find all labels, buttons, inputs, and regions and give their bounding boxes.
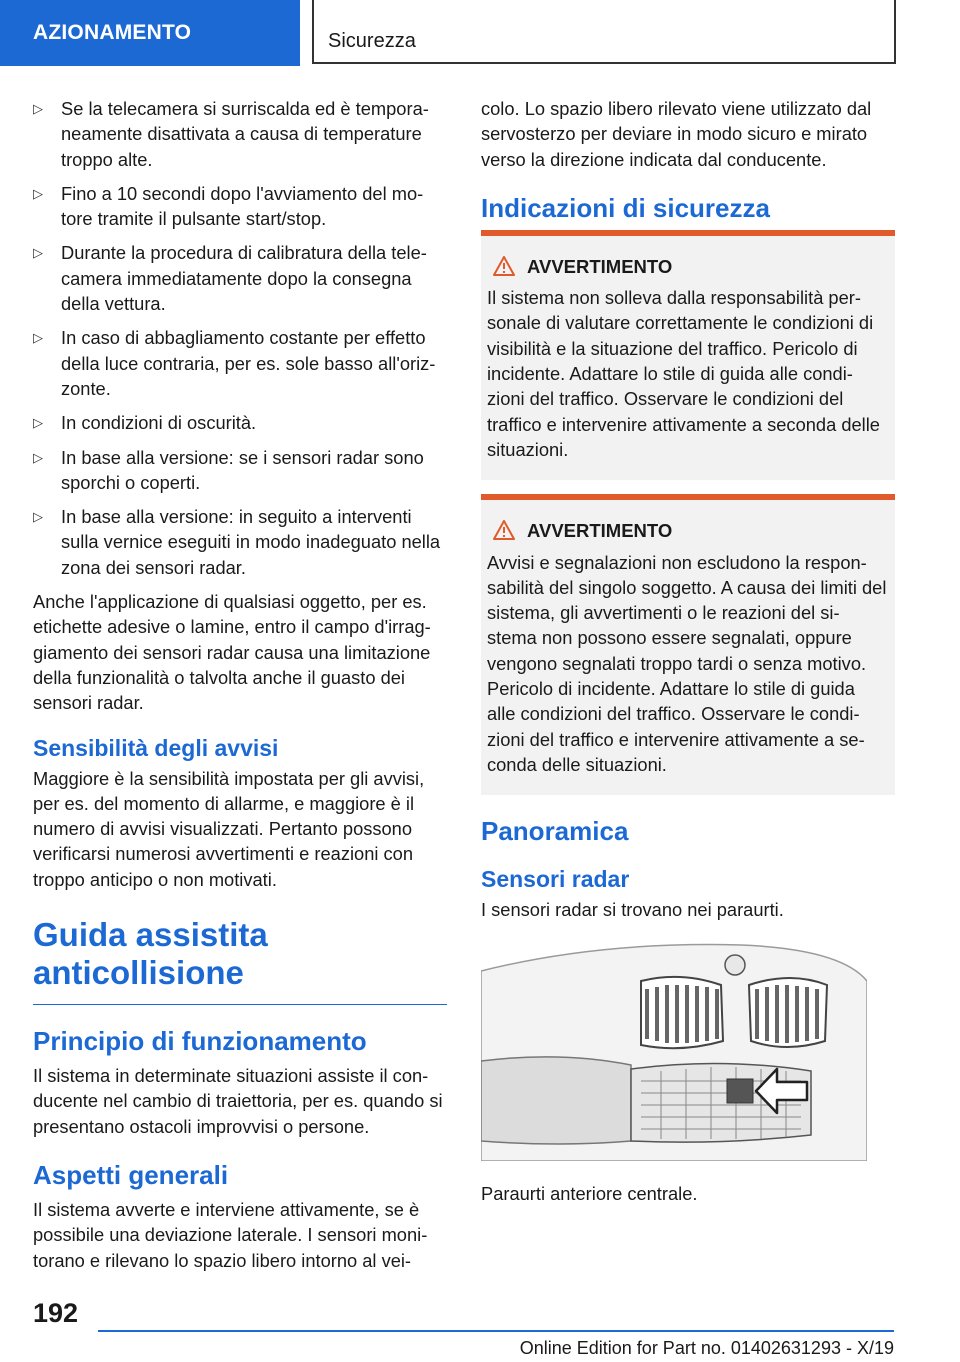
paragraph-continuation: colo. Lo spazio libero rilevato viene utilizzato dal servosterzo per deviare in modo sicuro e mirato verso la direzione indicata dal conducente. (481, 98, 872, 170)
figure-caption: Paraurti anteriore centrale. (481, 1182, 698, 1204)
footer-divider (98, 1330, 894, 1332)
triangle-bullet-icon: ▷ (33, 449, 43, 465)
heading-principio: Principio di funzionamento (33, 1026, 367, 1057)
paragraph-sensibilita: Maggiore è la sensibilità impostata per gli avvisi, per es. del momento di allarme, e maggiore è il numero di avvisi visualizzati. Pertanto possono verificarsi numerosi avvertimenti e reazioni con troppo anticipo o non motivati. (33, 767, 425, 890)
list-item: ▷ In condizioni di oscurità. (33, 410, 447, 435)
heading-indicazioni: Indicazioni di sicurezza (481, 192, 770, 223)
edition-text: Online Edition for Part no. 01402631293 - X/19 (519, 1338, 894, 1358)
paragraph-aspetti: Il sistema avverte e interviene attivamente, se è possibile una deviazione laterale. I sensori moni-torano e rilevano lo spazio libero intorno al vei- (33, 1198, 428, 1271)
triangle-bullet-icon: ▷ (33, 101, 43, 116)
list-item: ▷ In caso di abbagliamento costante per effetto della luce contraria, per es. sole basso all'oriz-zonte. (33, 327, 436, 399)
paragraph-applicazione: Anche l'applicazione di qualsiasi oggetto, per es. etichette adesive o lamine, entro il campo d'irrag-giamento dei sensori radar causa una limitazione della funzionalità o talvolta anche il guasto dei sensori radar. (33, 591, 431, 714)
triangle-bullet-icon: ▷ (33, 330, 43, 346)
warning-title: AVVERTIMENTO (487, 254, 887, 279)
right-column (481, 96, 895, 1214)
paragraph-sensori: I sensori radar si trovano nei paraurti. (481, 899, 784, 921)
warning-text: Il sistema non solleva dalla responsabilità per-sonale di valutare correttamente le condizioni di visibilità e la situazione del traffico. Pericolo di incidente. Adattare lo stile di guida alle condi-zioni del traffico. Osservare le condizioni del traffico e intervenire attivamente a seconda delle situazioni. (487, 287, 880, 460)
list-item: ▷ In base alla versione: se i sensori radar sono sporchi o coperti. (33, 446, 424, 493)
warning-triangle-icon (493, 256, 515, 276)
warning-box (481, 230, 895, 480)
heading-sensori-radar: Sensori radar (481, 866, 630, 893)
list-item: ▷ Durante la procedura di calibratura della tele-camera immediatamente dopo la consegna della vettura. (33, 242, 427, 315)
warning-title: AVVERTIMENTO (487, 518, 887, 543)
list-item: ▷ Fino a 10 secondi dopo l'avviamento del mo-tore tramite il pulsante start/stop. (33, 182, 424, 230)
heading-aspetti: Aspetti generali (33, 1159, 229, 1190)
list-item: ▷ Se la telecamera si surriscalda ed è tempora-neamente disattivata a causa di temperature troppo alte. (33, 98, 429, 170)
chapter-tab[interactable]: Sicurezza (312, 0, 896, 64)
section-tab[interactable]: AZIONAMENTO (0, 0, 300, 66)
front-bumper-illustration (481, 941, 867, 1161)
page-header (0, 0, 960, 66)
warning-triangle-icon (493, 520, 515, 540)
list-item: ▷ In base alla versione: in seguito a interventi sulla vernice eseguiti in modo inadeguato nella zona dei sensori radar. (33, 506, 441, 578)
heading-sensibilita: Sensibilità degli avvisi (33, 734, 279, 761)
heading-guida-assistita: Guida assistita anticollisione (33, 916, 447, 1005)
warning-text: Avvisi e segnalazioni non escludono la respon-sabilità del singolo soggetto. A causa dei limiti del sistema, gli avvertimenti o le reazioni del si-stema non possono essere segnalati, oppure vengono segnalati troppo tardi o senza motivo. Pericolo di incidente. Adattare lo stile di guida alle condizioni del traffico. Osservare le condi-zioni del traffico e intervenire attivamente a se-conda delle situazioni. (487, 551, 887, 775)
left-column (33, 96, 447, 1281)
heading-panoramica: Panoramica (481, 816, 629, 847)
page-number: 192 (33, 1298, 79, 1328)
warning-box (481, 494, 895, 795)
triangle-bullet-icon: ▷ (33, 245, 43, 261)
paragraph-principio: Il sistema in determinate situazioni assiste il con-ducente nel cambio di traiettoria, per es. quando si presentano ostacoli improvvisi o persone. (33, 1065, 443, 1137)
triangle-bullet-icon: ▷ (33, 415, 43, 431)
triangle-bullet-icon: ▷ (33, 509, 43, 525)
condition-list (33, 96, 447, 580)
triangle-bullet-icon: ▷ (33, 185, 43, 201)
